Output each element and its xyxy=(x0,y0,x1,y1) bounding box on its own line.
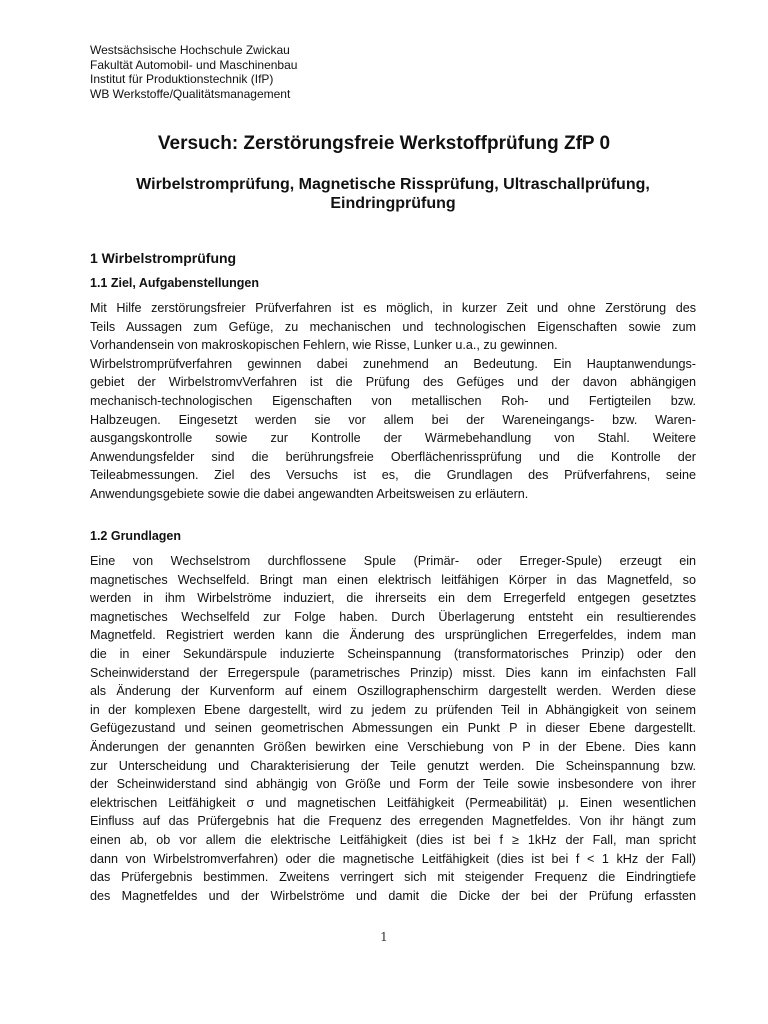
paragraph-goals xyxy=(90,299,696,504)
institution-line-faculty: Fakultät Automobil- und Maschinenbau xyxy=(90,57,298,72)
institution-line-institute: Institut für Produktionstechnik (IfP) xyxy=(90,72,274,86)
text-line: elektrischen Leitfähigkeit σ und magnetischen Leitfähigkeit (Permeabilität) μ. Einen wesentlichen xyxy=(90,795,696,810)
text-line: Vorhandensein von makroskopischen Fehlern, wie Risse, Lunker u.a., zu gewinnen. xyxy=(90,338,558,353)
text-line: Anwendungsgebiete sowie die dabei angewandten Arbeitsweisen zu erläutern. xyxy=(90,486,529,501)
institution-line-university: Westsächsische Hochschule Zwickau xyxy=(90,43,290,57)
subsection-heading-basics: 1.2 Grundlagen xyxy=(90,529,181,543)
text-line: magnetisches Wechselfeld. Bringt man einen elektrisch leitfähigen Körper in das Magnetfeld, so xyxy=(90,572,696,587)
text-line: Anwendungsfelder sind die berührungsfreie Oberflächenrissprüfung und die Kontrolle der xyxy=(90,449,696,464)
text-line: zur Unterscheidung und Charakterisierung der Teile genutzt werden. Die Scheinspannung bzw. xyxy=(90,758,696,773)
text-line: Eine von Wechselstrom durchflossene Spule (Primär- oder Erreger-Spule) erzeugt ein xyxy=(90,554,696,568)
text-line: dann von Wirbelstromverfahren) oder die magnetische Leitfähigkeit (dies ist bei f < 1 kHz der Fall) xyxy=(90,851,696,866)
text-line: Mit Hilfe zerstörungsfreier Prüfverfahren ist es möglich, in kurzer Zeit und ohne Zerstörung des xyxy=(90,301,696,315)
text-line: der Scheinwiderstand sind abhängig von Größe und Form der Teile sowie insbesondere von ihrer xyxy=(90,777,696,792)
text-line: in der komplexen Ebene dargestellt, wird zu jedem zu prüfenden Teil in Abhängigkeit von seinem xyxy=(90,702,696,717)
text-line: werden in ihm Wirbelströme induziert, die ihrerseits ein dem Erregerfeld entgegen gesetztes xyxy=(90,591,696,606)
section-heading: 1 Wirbelstromprüfung xyxy=(90,250,237,266)
text-line: als Änderung der Kurvenform auf einem Oszillographenschirm dargestellt werden. Werden diese xyxy=(90,684,696,699)
text-line: gebiet der WirbelstromvVerfahren ist die Prüfung des Gefüges und der davon abhängigen xyxy=(90,375,696,390)
text-line: einen ab, ob vor allem die elektrische Leitfähigkeit (dies ist bei f ≥ 1kHz der Fall, man spricht xyxy=(90,832,696,847)
institution-header xyxy=(90,43,297,101)
text-line: mechanisch-technologischen Eigenschaften von metallischen Roh- und Fertigteilen bzw. xyxy=(90,393,696,408)
page-number: 1 xyxy=(380,930,388,944)
text-line: Wirbelstromprüfverfahren gewinnen dabei zunehmend an Bedeutung. Ein Hauptanwendungs- xyxy=(90,356,696,371)
text-line: Halbzeugen. Eingesetzt werden sie vor allem bei der Wareneingangs- bzw. Waren- xyxy=(90,412,696,427)
text-line: die in einer Sekundärspule induzierte Scheinspannung (transformatorisches Prinzip) oder den xyxy=(90,646,696,661)
institution-line-department: WB Werkstoffe/Qualitätsmanagement xyxy=(90,86,291,101)
text-line: Einfluss auf das Prüfergebnis hat die Frequenz des erregenden Magnetfeldes. Von ihr hängt zum xyxy=(90,814,696,829)
text-line: Teils Aussagen zum Gefüge, zu mechanischen und technologischen Eigenschaften sowie zum xyxy=(90,319,696,334)
subsection-heading-goals: 1.1 Ziel, Aufgabenstellungen xyxy=(90,276,260,290)
paragraph-basics xyxy=(90,552,696,905)
text-line: Magnetfeld. Registriert werden kann die Änderung des ursprünglichen Erregerfeldes, indem man xyxy=(90,628,696,643)
document-subtitle: Wirbelstromprüfung, Magnetische Rissprüfung, Ultraschallprüfung, Eindringprüfung xyxy=(136,176,650,212)
document-title: Versuch: Zerstörungsfreie Werkstoffprüfung ZfP 0 xyxy=(157,133,611,154)
text-line: Teileabmessungen. Ziel des Versuchs ist es, die Grundlagen des Prüfverfahrens, seine xyxy=(90,468,696,483)
text-line: ausgangskontrolle sowie zur Kontrolle der Wärmebehandlung von Stahl. Weitere xyxy=(90,431,696,446)
text-line: das Prüfergebnis bestimmen. Zweitens verringert sich mit steigender Frequenz die Eindringtiefe xyxy=(90,870,696,885)
text-line: Änderungen der genannten Größen bewirken eine Verschiebung von P in der Ebene. Dies kann xyxy=(90,739,696,754)
text-line: Scheinwiderstand der Erregerspule (parametrisches Prinzip) misst. Dies kann im einfachsten Fall xyxy=(90,665,696,680)
text-line: des Magnetfeldes und der Wirbelströme und damit die Dicke der bei der Prüfung erfassten xyxy=(90,888,696,903)
text-line: Gefügezustand und seinen geometrischen Abmessungen ein Punkt P in dieser Ebene dargestellt. xyxy=(90,721,696,736)
text-line: magnetisches Wechselfeld zur Folge haben. Durch Überlagerung entsteht ein resultierendes xyxy=(90,609,696,624)
